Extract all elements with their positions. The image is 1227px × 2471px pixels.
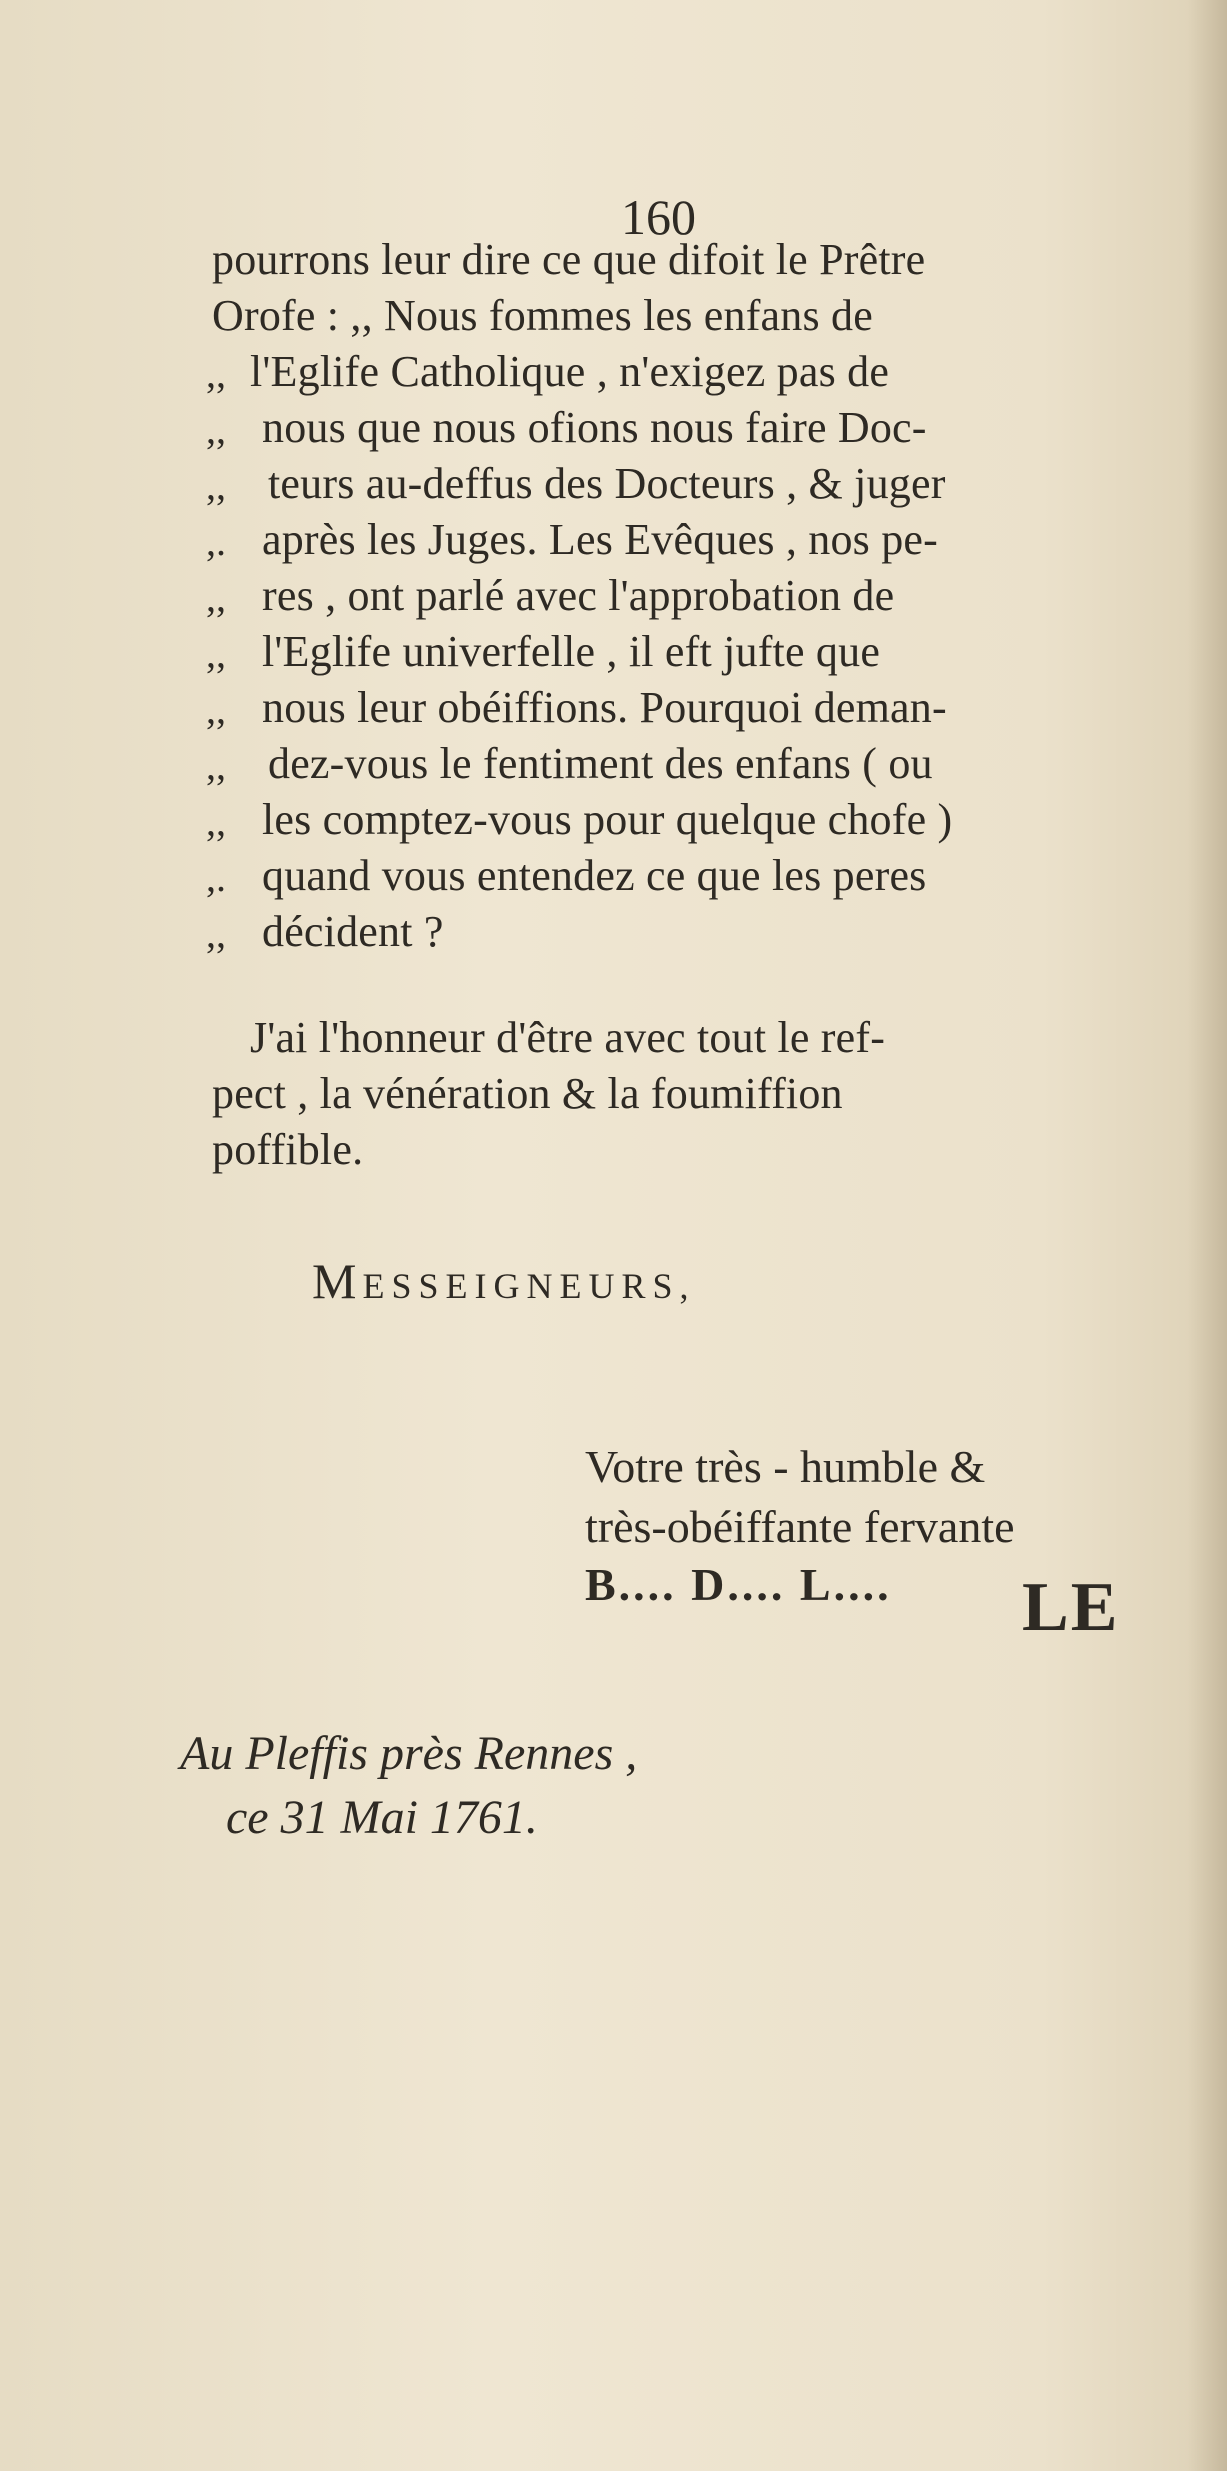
text-line: après les Juges. Les Evêques , nos pe- <box>262 515 938 564</box>
page-number: 160 <box>621 189 696 245</box>
quote-mark: ,, <box>206 911 226 956</box>
salutation <box>312 1252 696 1310</box>
signature-line: Votre très - humble & <box>585 1441 986 1492</box>
place-line: Au Pleffis près Rennes , <box>180 1727 638 1780</box>
text-line: nous leur obéiffions. Pourquoi deman- <box>262 683 947 732</box>
date-line: ce 31 Mai 1761. <box>226 1791 538 1844</box>
text-line: dez-vous le fentiment des enfans ( ou <box>268 739 933 788</box>
signature-line: très-obéiffante fervante <box>585 1501 1015 1552</box>
salutation-rest: ESSEIGNEURS, <box>362 1266 696 1306</box>
text-line: pect , la vénération & la foumiffion <box>212 1069 843 1118</box>
quote-mark: ,, <box>206 463 226 508</box>
text-line: J'ai l'honneur d'être avec tout le ref- <box>250 1013 886 1062</box>
signature-initials: B.... D.... L.... <box>585 1559 892 1610</box>
quote-mark: ,, <box>206 631 226 676</box>
quote-mark: ,, <box>206 351 226 396</box>
quote-mark: ,, <box>206 799 226 844</box>
text-line: poffible. <box>212 1125 364 1174</box>
text-line: nous que nous ofions nous faire Doc- <box>262 403 927 452</box>
text-line: décident ? <box>262 907 444 956</box>
text-line: l'Eglife univerfelle , il eft jufte que <box>262 627 881 676</box>
text-line: quand vous entendez ce que les peres <box>262 851 927 900</box>
text-line: Orofe : ,, Nous fommes les enfans de <box>212 291 873 340</box>
text-line: l'Eglife Catholique , n'exigez pas de <box>250 347 890 396</box>
text-line: res , ont parlé avec l'approbation de <box>262 571 895 620</box>
text-line: les comptez-vous pour quelque chofe ) <box>262 795 953 844</box>
quote-mark: ,, <box>206 687 226 732</box>
salutation-initial: M <box>312 1253 363 1309</box>
quote-mark: ,, <box>206 407 226 452</box>
quote-mark: ,. <box>206 519 226 564</box>
quote-mark: ,, <box>206 743 226 788</box>
quote-mark: ,, <box>206 575 226 620</box>
text-line: teurs au-deffus des Docteurs , & juger <box>268 459 946 508</box>
text-line: pourrons leur dire ce que difoit le Prêtre <box>212 235 926 284</box>
catchword: LE <box>1022 1569 1120 1646</box>
page-edge-shadow <box>1187 0 1227 2471</box>
quote-mark: ,. <box>206 855 226 900</box>
